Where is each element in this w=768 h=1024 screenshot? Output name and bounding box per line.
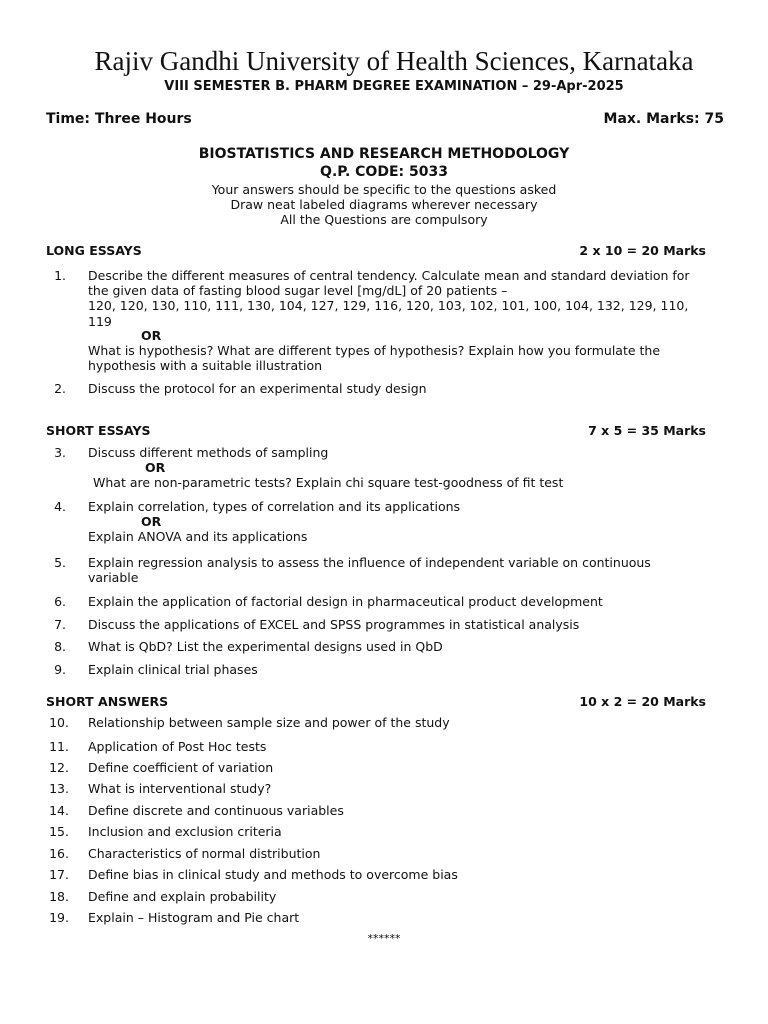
question-number: 12. [49,760,69,775]
question-text: What is hypothesis? What are different types of hypothesis? Explain how you formulate the [88,343,661,358]
question-text: variable [88,570,139,585]
question-text: hypothesis with a suitable illustration [88,358,323,373]
end-of-paper-mark: ****** [367,932,401,945]
section-title-long-essays: LONG ESSAYS [46,243,142,258]
question-number: 9. [54,662,66,677]
question-text: Explain correlation, types of correlation and its applications [88,499,461,514]
subject-title: BIOSTATISTICS AND RESEARCH METHODOLOGY [198,146,570,162]
or-separator: OR [141,514,162,529]
question-text: Define bias in clinical study and methods to overcome bias [88,867,458,882]
question-text: Define discrete and continuous variables [88,803,344,818]
question-number: 7. [54,617,66,632]
question-number: 2. [54,381,66,396]
or-separator: OR [145,460,166,475]
question-text: What is interventional study? [88,781,272,796]
or-separator: OR [141,328,162,343]
question-number: 4. [54,499,66,514]
question-text: Relationship between sample size and power of the study [88,715,450,730]
question-data-values: 119 [88,314,112,329]
question-text: Discuss different methods of sampling [88,445,329,460]
exam-duration: Time: Three Hours [46,111,192,127]
question-number: 5. [54,555,66,570]
question-text: the given data of fasting blood sugar level [mg/dL] of 20 patients – [88,283,508,298]
question-number: 11. [49,739,69,754]
question-number: 3. [54,445,66,460]
question-number: 15. [49,824,69,839]
question-number: 6. [54,594,66,609]
question-text: Define and explain probability [88,889,277,904]
question-data-values: 120, 120, 130, 110, 111, 130, 104, 127, 129, 116, 120, 103, 102, 101, 100, 104, 132, 129, 110, [88,298,689,313]
section-marks-short-essays: 7 x 5 = 35 Marks [588,423,706,438]
question-number: 8. [54,639,66,654]
question-number: 18. [49,889,69,904]
instruction-3: All the Questions are compulsory [280,212,488,227]
instruction-2: Draw neat labeled diagrams wherever necessary [230,197,538,212]
university-title: Rajiv Gandhi University of Health Sciences, Karnataka [94,46,694,76]
question-number: 13. [49,781,69,796]
question-number: 1. [54,268,66,283]
section-marks-long-essays: 2 x 10 = 20 Marks [579,243,706,258]
question-text: Explain regression analysis to assess the influence of independent variable on continuous [88,555,651,570]
question-number: 16. [49,846,69,861]
question-number: 17. [49,867,69,882]
section-title-short-essays: SHORT ESSAYS [46,423,151,438]
max-marks: Max. Marks: 75 [603,111,724,127]
question-number: 14. [49,803,69,818]
question-text: Define coefficient of variation [88,760,274,775]
section-marks-short-answers: 10 x 2 = 20 Marks [579,694,706,709]
question-text: Explain the application of factorial design in pharmaceutical product development [88,594,603,609]
question-text: Inclusion and exclusion criteria [88,824,282,839]
question-text: Discuss the applications of EXCEL and SPSS programmes in statistical analysis [88,617,580,632]
question-text: Explain clinical trial phases [88,662,258,677]
section-title-short-answers: SHORT ANSWERS [46,694,169,709]
question-text: What are non-parametric tests? Explain chi square test-goodness of fit test [93,475,564,490]
qp-code: Q.P. CODE: 5033 [320,164,448,180]
question-text: Describe the different measures of central tendency. Calculate mean and standard deviation for [88,268,690,283]
question-text: Explain ANOVA and its applications [88,529,308,544]
question-text: What is QbD? List the experimental designs used in QbD [88,639,443,654]
question-text: Characteristics of normal distribution [88,846,321,861]
question-text: Application of Post Hoc tests [88,739,267,754]
question-text: Discuss the protocol for an experimental study design [88,381,427,396]
instruction-1: Your answers should be specific to the questions asked [211,182,557,197]
question-number: 19. [49,910,69,925]
question-number: 10. [49,715,69,730]
question-text: Explain – Histogram and Pie chart [88,910,300,925]
exam-title: VIII SEMESTER B. PHARM DEGREE EXAMINATION – 29-Apr-2025 [164,79,624,94]
